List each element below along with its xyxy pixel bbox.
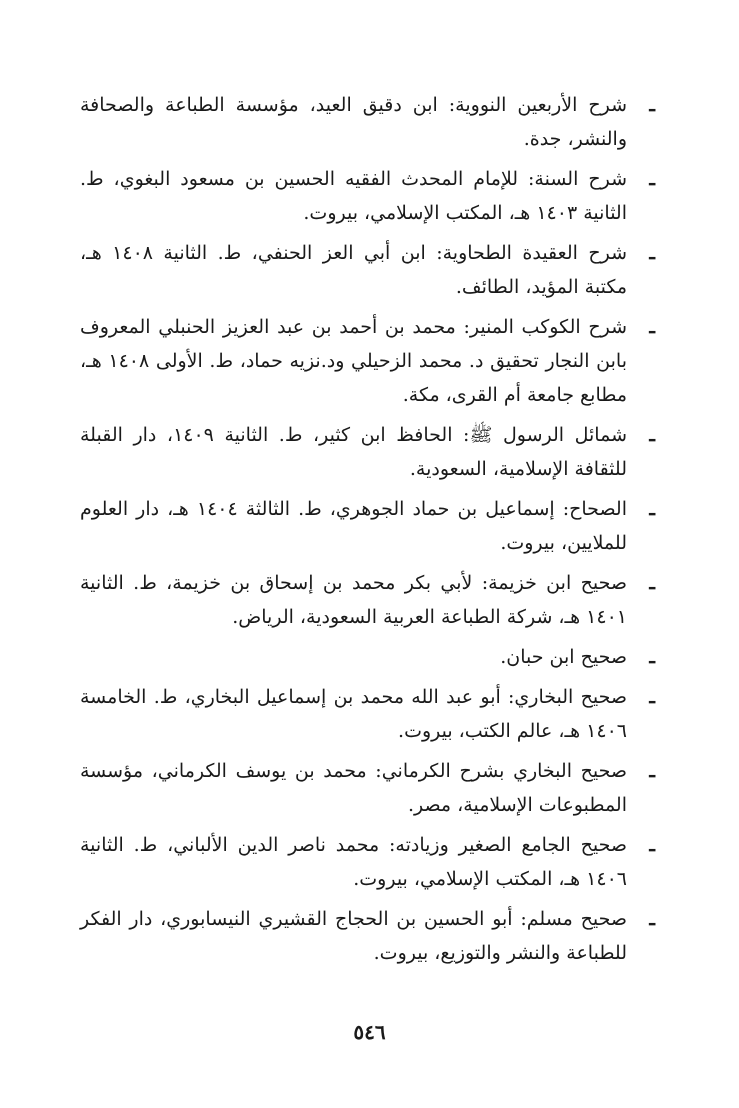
bibliography-entry [80, 640, 655, 674]
bibliography-entry [80, 418, 655, 486]
entry-text: شرح العقيدة الطحاوية: ابن أبي العز الحنفي، ط. الثانية ١٤٠٨ هـ، مكتبة المؤيد، الطائف. [80, 242, 627, 298]
bibliography-entry [80, 828, 655, 896]
entry-text: شمائل الرسول ﷺ: الحافظ ابن كثير، ط. الثانية ١٤٠٩، دار القبلة للثقافة الإسلامية، السعودية. [80, 424, 627, 480]
bibliography-entry [80, 680, 655, 748]
entry-dash: ـ [649, 572, 655, 594]
bibliography-entry [80, 902, 655, 970]
entry-text: صحيح ابن حبان. [500, 646, 627, 668]
entry-text: صحيح مسلم: أبو الحسين بن الحجاج القشيري النيسابوري، دار الفكر للطباعة والنشر والتوزيع، بيروت. [80, 908, 627, 964]
bibliography-entry [80, 754, 655, 822]
entry-text: شرح الكوكب المنير: محمد بن أحمد بن عبد العزيز الحنبلي المعروف بابن النجار تحقيق د. محمد الزحيلي ود.نزيه حماد، ط. الأولى ١٤٠٨ هـ، مطابع جامعة أم القرى، مكة. [80, 316, 627, 406]
entry-dash: ـ [649, 760, 655, 782]
entry-text: صحيح البخاري بشرح الكرماني: محمد بن يوسف الكرماني، مؤسسة المطبوعات الإسلامية، مصر. [80, 760, 627, 816]
bibliography-entry [80, 162, 655, 230]
entry-dash: ـ [649, 498, 655, 520]
entry-dash: ـ [649, 424, 655, 446]
entry-dash: ـ [649, 242, 655, 264]
bibliography-entry [80, 492, 655, 560]
bibliography-entry [80, 310, 655, 412]
entry-text: صحيح الجامع الصغير وزيادته: محمد ناصر الدين الألباني، ط. الثانية ١٤٠٦ هـ، المكتب الإسلامي، بيروت. [80, 834, 627, 890]
entry-dash: ـ [649, 168, 655, 190]
entry-text: شرح السنة: للإمام المحدث الفقيه الحسين بن مسعود البغوي، ط. الثانية ١٤٠٣ هـ، المكتب الإسلامي، بيروت. [80, 168, 627, 224]
page-number: ٥٤٦ [353, 1020, 386, 1044]
entry-text: صحيح البخاري: أبو عبد الله محمد بن إسماعيل البخاري، ط. الخامسة ١٤٠٦ هـ، عالم الكتب، بيروت. [80, 686, 627, 742]
entry-text: صحيح ابن خزيمة: لأبي بكر محمد بن إسحاق بن خزيمة، ط. الثانية ١٤٠١ هـ، شركة الطباعة العربية السعودية، الرياض. [80, 572, 627, 628]
entry-text: الصحاح: إسماعيل بن حماد الجوهري، ط. الثالثة ١٤٠٤ هـ، دار العلوم للملايين، بيروت. [80, 498, 627, 554]
bibliography-entry [80, 236, 655, 304]
bibliography-entry [80, 566, 655, 634]
entry-dash: ـ [649, 686, 655, 708]
entry-dash: ـ [649, 316, 655, 338]
entry-dash: ـ [649, 94, 655, 116]
bibliography-entry [80, 88, 655, 156]
entry-dash: ـ [649, 908, 655, 930]
entry-text: شرح الأربعين النووية: ابن دقيق العيد، مؤسسة الطباعة والصحافة والنشر، جدة. [80, 94, 627, 150]
entry-dash: ـ [649, 646, 655, 668]
entry-dash: ـ [649, 834, 655, 856]
bibliography-list [80, 88, 655, 976]
